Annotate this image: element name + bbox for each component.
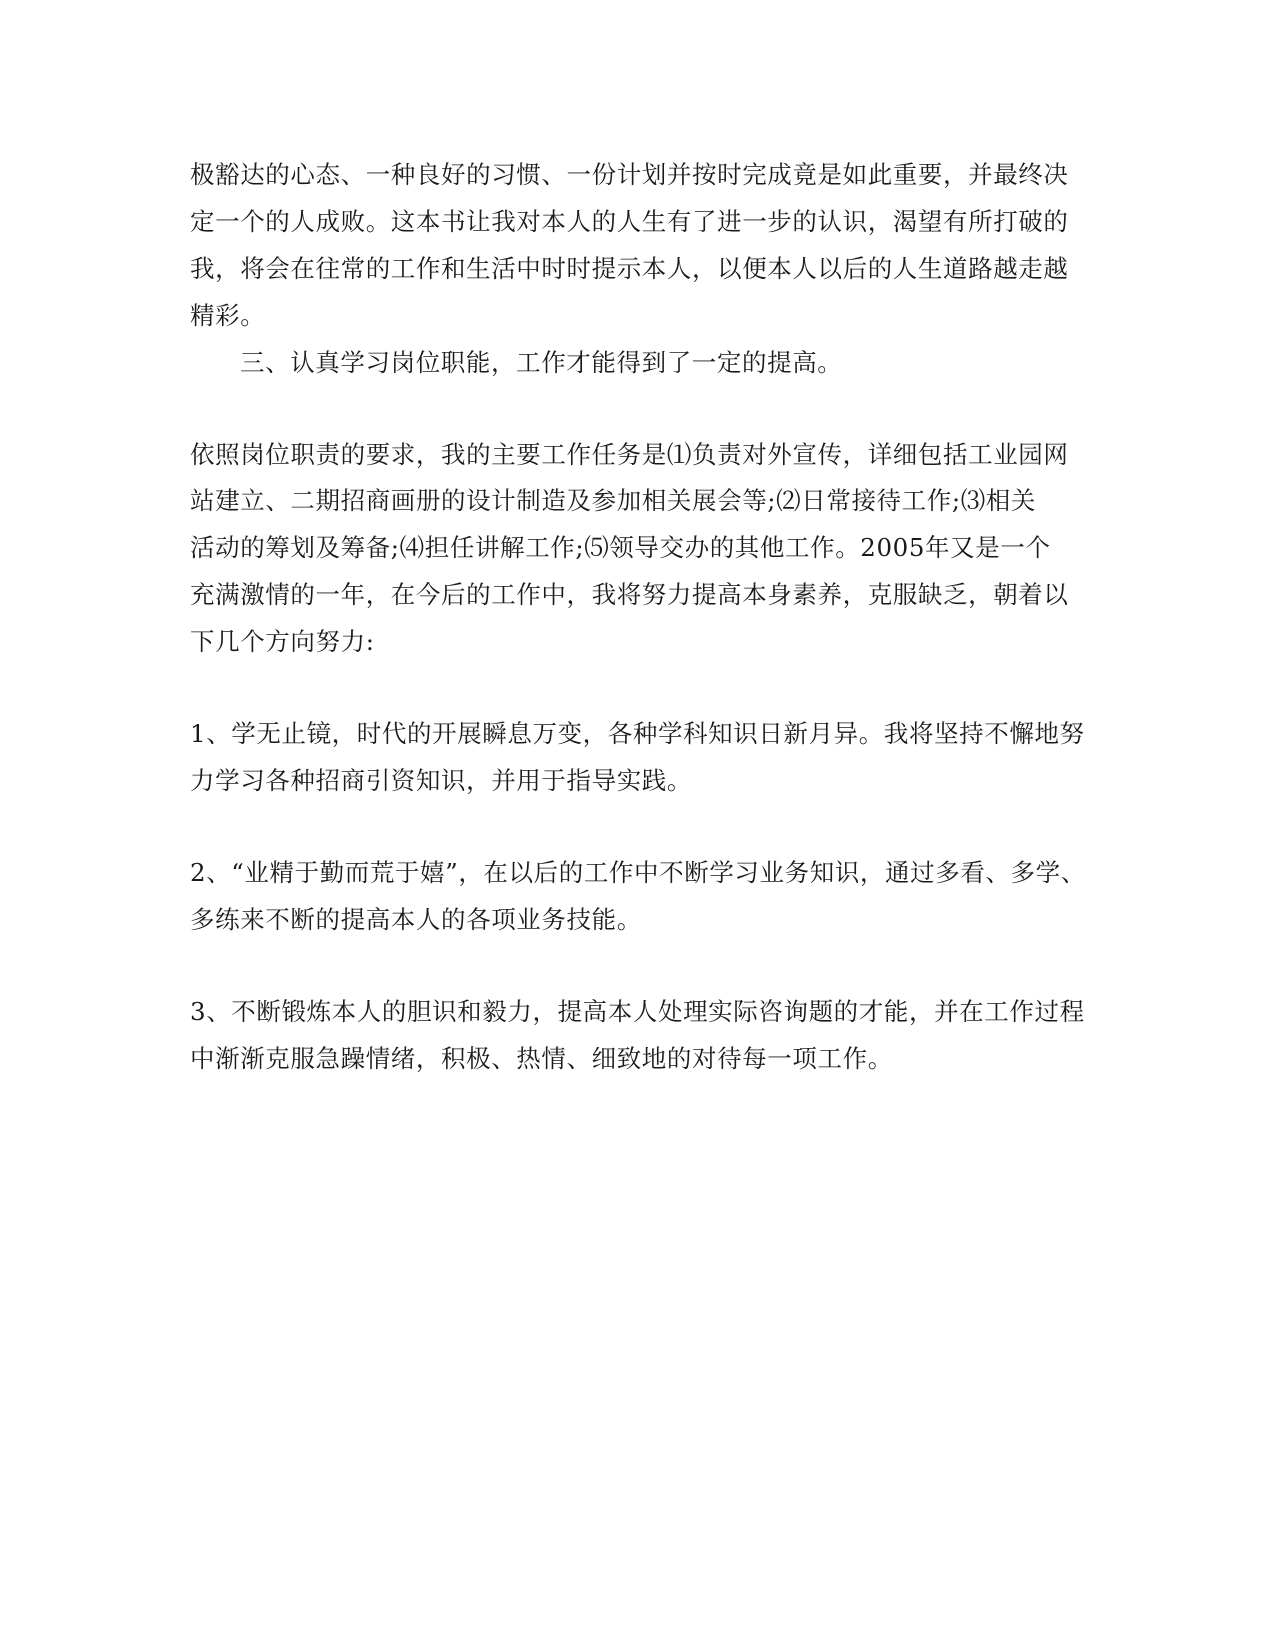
paragraph-line: 依照岗位职责的要求，我的主要工作任务是⑴负责对外宣传，详细包括工业园网 xyxy=(190,440,1069,469)
paragraph-line: 极豁达的心态、一种良好的习惯、一份计划并按时完成竟是如此重要，并最终决 xyxy=(190,160,1069,189)
paragraph-line: 我，将会在往常的工作和生活中时时提示本人，以便本人以后的人生道路越走越 xyxy=(190,254,1069,283)
list-item-line: 力学习各种招商引资知识，并用于指导实践。 xyxy=(190,766,692,795)
paragraph-line: 站建立、二期招商画册的设计制造及参加相关展会等;⑵日常接待工作;⑶相关 xyxy=(190,486,1037,515)
list-item-line: 3、不断锻炼本人的胆识和毅力，提高本人处理实际咨询题的才能，并在工作过程 xyxy=(190,997,1085,1026)
list-item-line: 多练来不断的提高本人的各项业务技能。 xyxy=(190,905,642,934)
paragraph-line: 活动的筹划及筹备;⑷担任讲解工作;⑸领导交办的其他工作。2005年又是一个 xyxy=(190,533,1051,562)
paragraph-line: 充满激情的一年，在今后的工作中，我将努力提高本身素养，克服缺乏，朝着以 xyxy=(190,580,1069,609)
paragraph-line: 精彩。 xyxy=(190,301,266,330)
list-item-line: 中渐渐克服急躁情绪，积极、热情、细致地的对待每一项工作。 xyxy=(190,1044,893,1073)
section-heading: 三、认真学习岗位职能，工作才能得到了一定的提高。 xyxy=(240,348,843,377)
list-item-line: 2、“业精于勤而荒于嬉”，在以后的工作中不断学习业务知识，通过多看、多学、 xyxy=(190,858,1086,887)
paragraph-line: 下几个方向努力: xyxy=(190,627,375,656)
list-item-line: 1、学无止镜，时代的开展瞬息万变，各种学科知识日新月异。我将坚持不懈地努 xyxy=(190,719,1085,748)
paragraph-line: 定一个的人成败。这本书让我对本人的人生有了进一步的认识，渴望有所打破的 xyxy=(190,207,1069,236)
